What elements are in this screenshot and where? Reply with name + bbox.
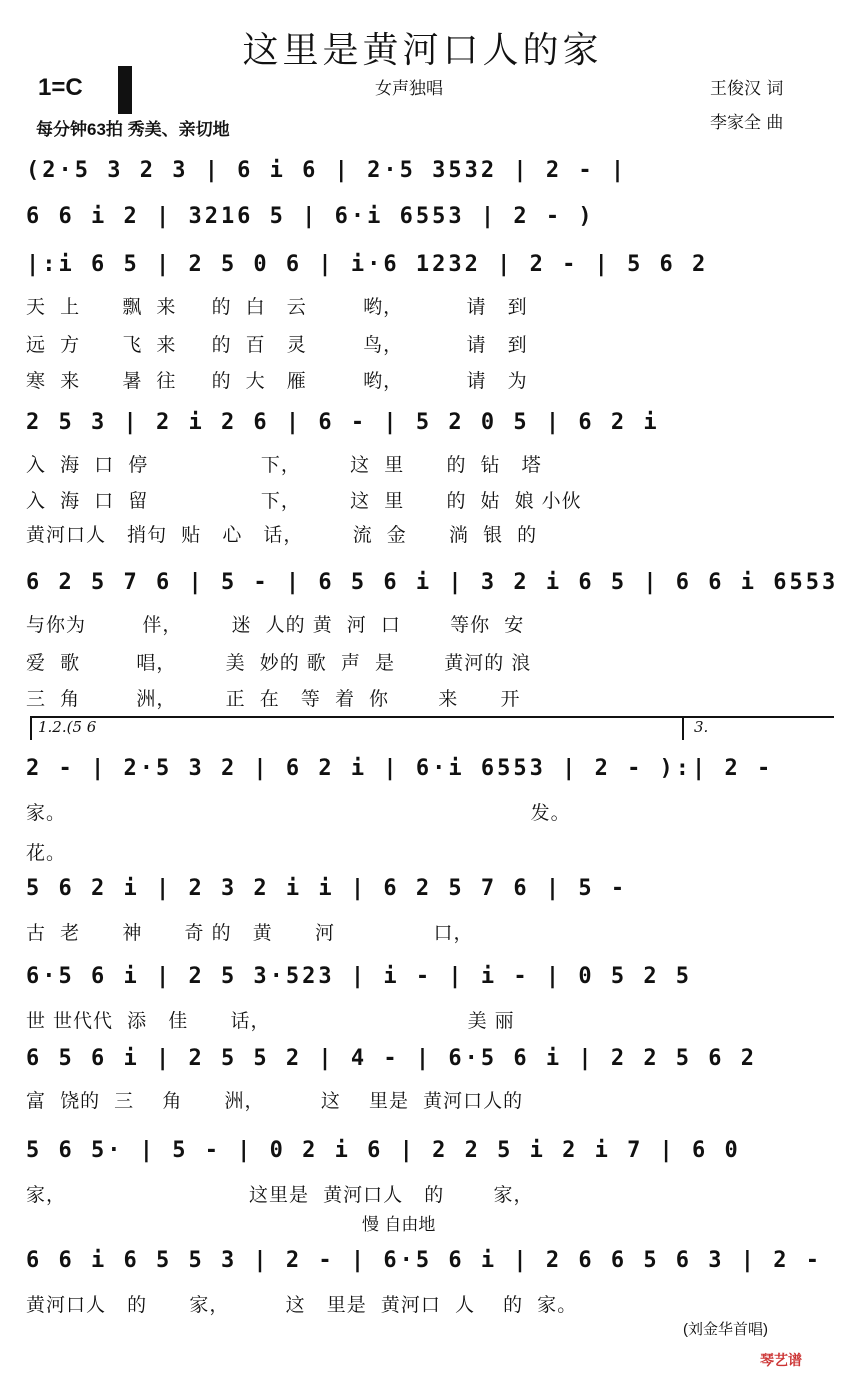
notation-text: 5 6 2 i | 2 3 2 i i | 6 2 5 7 6 | 5 -	[26, 876, 628, 901]
notation-text: 6 5 6 i | 2 5 5 2 | 4 - | 6·5 6 i | 2 2 5 6 2	[26, 1046, 758, 1071]
lyric-line: 家， 这里是 黄河口人 的 家，	[26, 1184, 534, 1206]
volta-third-ending: 3.	[682, 716, 834, 740]
notation-text: 6·5 6 i | 2 5 3·523 | i - | i - | 0 5 2 5	[26, 964, 693, 989]
notation-text: |:i 6 5 | 2 5 0 6 | i·6 1232 | 2 - | 5 6 2	[26, 252, 709, 277]
lyric-line: 与你为 伴， 迷 人的 黄 河 口 等你 安	[26, 614, 525, 636]
notation-text: 2 5 3 | 2 i 2 6 | 6 - | 5 2 0 5 | 6 2 i	[26, 410, 660, 435]
performance-type: 女声独唱	[375, 79, 443, 99]
volta-first-ending: 1.2.(5 6	[30, 716, 688, 740]
notation-text: 2 - | 2·5 3 2 | 6 2 i | 6·i 6553 | 2 - ):| 2 -	[26, 756, 774, 781]
notation-row-3	[20, 242, 830, 288]
lyric-line: 花。	[26, 842, 67, 864]
notation-text: (2·5 3 2 3 | 6 i 6 | 2·5 3532 | 2 - |	[26, 158, 628, 183]
lyricist: 王俊汉 词	[710, 79, 784, 99]
notation-row-7	[20, 866, 830, 912]
notation-row-10	[20, 1128, 830, 1174]
notation-row-8	[20, 954, 830, 1000]
lyric-line: 三 角 洲， 正 在 等 着 你 来 开	[26, 688, 521, 710]
lyric-line: 黄河口人 的 家， 这 里是 黄河口 人 的 家。	[26, 1294, 578, 1316]
tempo-change: 慢 自由地	[362, 1215, 436, 1235]
notation-row-4	[20, 400, 830, 446]
notation-row-11	[20, 1238, 830, 1284]
lyric-line: 黄河口人 捎句 贴 心 话， 流 金 淌 银 的	[26, 524, 538, 546]
tempo-marking: 每分钟63拍 秀美、亲切地	[36, 120, 230, 139]
lyric-line: 爱 歌 唱， 美 妙的 歌 声 是 黄河的 浪	[26, 652, 532, 674]
meter-divider	[118, 66, 132, 114]
notation-text: 6 6 i 2 | 3216 5 | 6·i 6553 | 2 - )	[26, 204, 595, 229]
notation-text: 6 6 i 6 5 5 3 | 2 - | 6·5 6 i | 2 6 6 5 6 3 | 2 -	[26, 1248, 823, 1273]
time-signature	[118, 66, 127, 106]
notation-text: 6 2 5 7 6 | 5 - | 6 5 6 i | 3 2 i 6 5 | 6 6 i 6553	[26, 570, 839, 595]
lyric-line: 入 海 口 留 下， 这 里 的 姑 娘 小伙	[26, 490, 582, 512]
lyric-line: 远 方 飞 来 的 百 灵 鸟， 请 到	[26, 334, 528, 356]
notation-row-1	[20, 148, 830, 194]
lyric-line: 家。 发。	[26, 802, 571, 824]
notation-row-6	[20, 746, 830, 792]
lyric-line: 古 老 神 奇 的 黄 河 口，	[26, 922, 474, 944]
song-title: 这里是黄河口人的家	[242, 30, 603, 71]
notation-row-2	[20, 194, 830, 240]
performer-credit: (刘金华首唱)	[683, 1321, 768, 1338]
lyric-line: 富 饶的 三 角 洲， 这 里是 黄河口人的	[26, 1090, 524, 1112]
watermark-logo: 琴艺谱	[760, 1352, 802, 1368]
key-signature: 1=C	[38, 74, 83, 101]
notation-row-9	[20, 1036, 830, 1082]
notation-text: 5 6 5· | 5 - | 0 2 i 6 | 2 2 5 i 2 i 7 | 6 0	[26, 1138, 741, 1163]
lyric-line: 天 上 飘 来 的 白 云 哟， 请 到	[26, 296, 528, 318]
lyric-line: 入 海 口 停 下， 这 里 的 钻 塔	[26, 454, 542, 476]
lyric-line: 世 世代代 添 佳 话， 美 丽	[26, 1010, 515, 1032]
composer: 李家全 曲	[710, 113, 784, 133]
lyric-line: 寒 来 暑 往 的 大 雁 哟， 请 为	[26, 370, 528, 392]
notation-row-5	[20, 560, 839, 606]
